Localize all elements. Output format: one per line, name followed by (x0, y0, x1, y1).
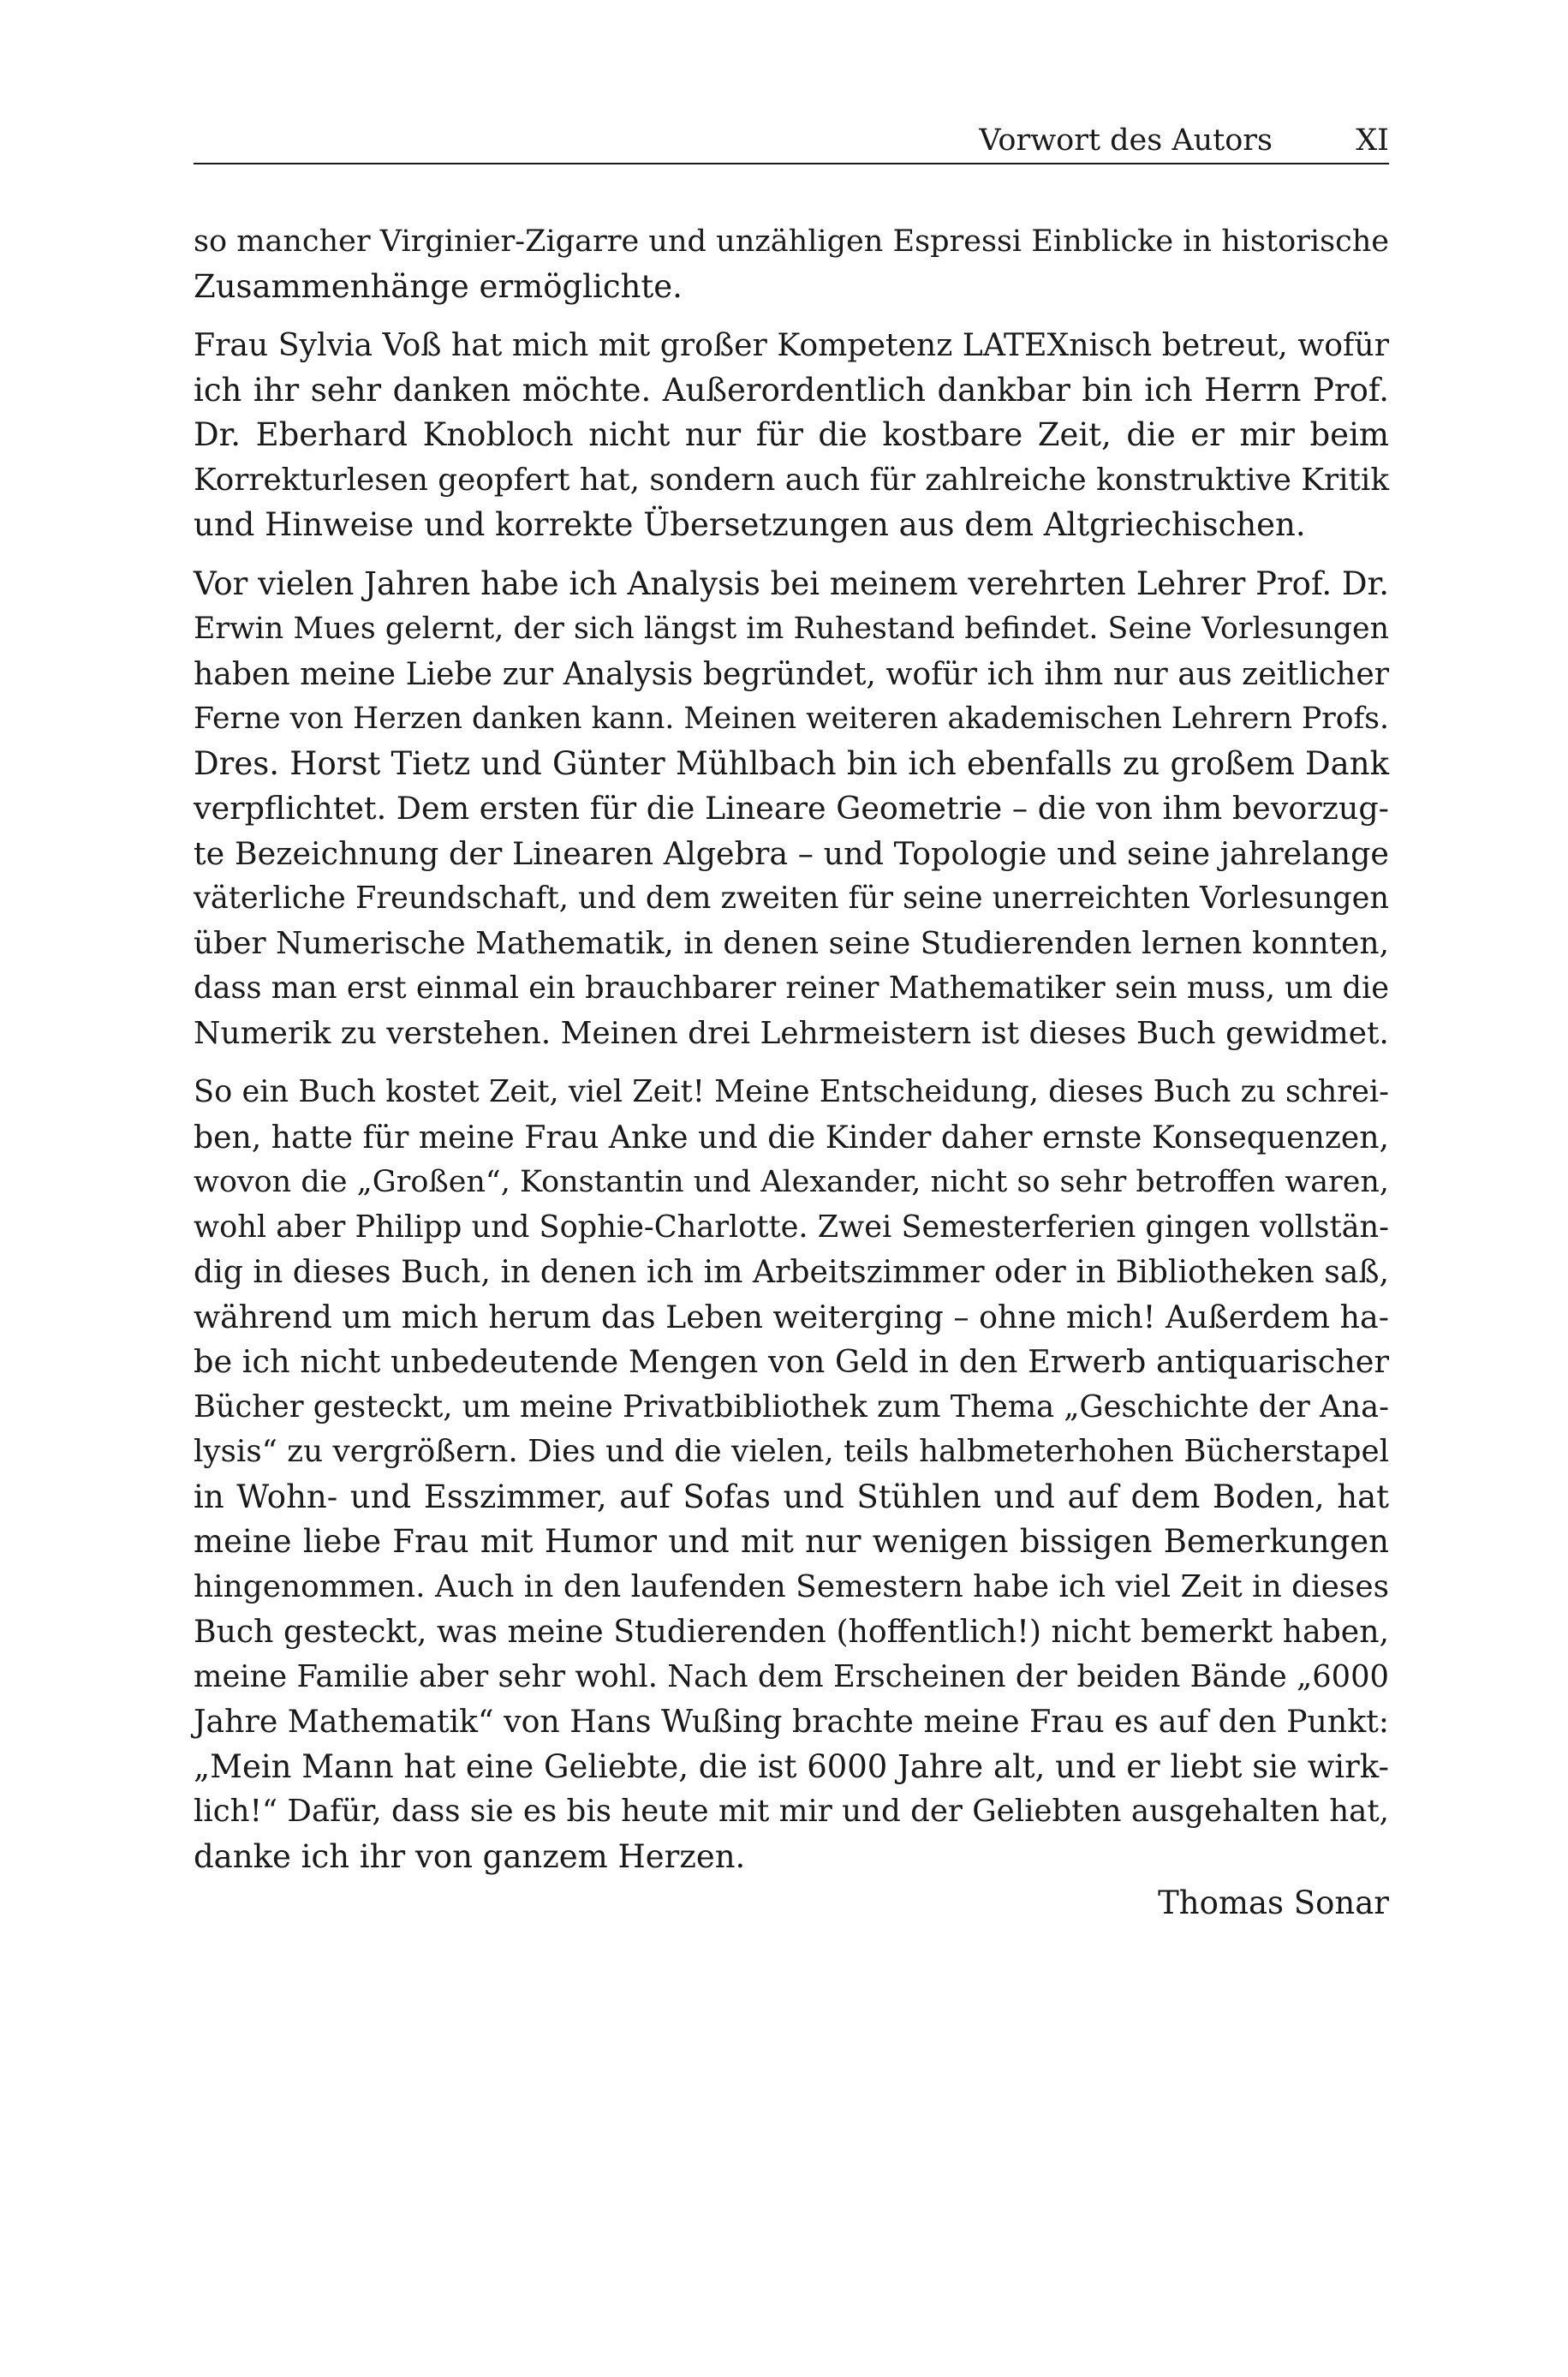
text-line: ben, hatte für meine Frau Anke und die Kinder daher ernste Konsequenzen, (194, 1118, 1389, 1156)
paragraph (194, 219, 1389, 309)
text-line: te Bezeichnung der Linearen Algebra – und Topologie und seine jahrelange (194, 834, 1389, 872)
text-line: dass man erst einmal ein brauchbarer reiner Mathematiker sein muss, um die (194, 971, 1389, 1006)
paragraph (194, 323, 1389, 548)
text-line: lysis“ zu vergrößern. Dies und die vielen, teils halbmeterhohen Bücherstapel (194, 1434, 1389, 1469)
text-line: Vor vielen Jahren habe ich Analysis bei meinem verehrten Lehrer Prof. Dr. (194, 564, 1389, 602)
text-line: So ein Buch kostet Zeit, viel Zeit! Meine Entscheidung, dieses Buch zu schrei- (194, 1074, 1389, 1109)
text-line: lich!“ Dafür, dass sie es bis heute mit mir und der Geliebten ausgehalten hat, (194, 1794, 1389, 1829)
text-line: be ich nicht unbedeutende Mengen von Geld in den Erwerb antiquarischer (194, 1343, 1389, 1380)
text-line: während um mich herum das Leben weiterging – ohne mich! Außerdem ha- (194, 1298, 1389, 1335)
text-line: Zusammenhänge ermöglichte. (194, 267, 683, 305)
text-line: in Wohn- und Esszimmer, auf Sofas und Stühlen und auf dem Boden, hat (194, 1478, 1389, 1515)
text-line: über Numerische Mathematik, in denen seine Studierenden lernen konnten, (194, 925, 1389, 961)
text-line: Ferne von Herzen danken kann. Meinen weiteren akademischen Lehrern Profs. (194, 702, 1389, 736)
text-line: Bücher gesteckt, um meine Privatbibliothek zum Thema „Geschichte der Ana- (194, 1389, 1389, 1424)
running-head (194, 120, 1389, 164)
text-line: Dres. Horst Tietz und Günter Mühlbach bin ich ebenfalls zu großem Dank (194, 744, 1389, 782)
text-line: Erwin Mues gelernt, der sich längst im Ruhestand befindet. Seine Vorlesungen (194, 612, 1389, 646)
page-number: XI (1356, 123, 1389, 158)
paragraph (194, 562, 1389, 1057)
text-line: verpflichtet. Dem ersten für die Lineare Geometrie – die von ihm bevorzug- (194, 790, 1389, 827)
author-signature: Thomas Sonar (1158, 1884, 1389, 1921)
text-line: Korrekturlesen geopfert hat, sondern auch für zahlreiche konstruktive Kritik (194, 462, 1389, 498)
text-line: väterliche Freundschaft, und dem zweiten für seine unerreichten Vorlesungen (194, 881, 1389, 916)
text-line: hingenommen. Auch in den laufenden Semestern habe ich viel Zeit in dieses (194, 1568, 1389, 1604)
text-line: ich ihr sehr danken möchte. Außerordentlich dankbar bin ich Herrn Prof. (194, 371, 1389, 409)
text-line: haben meine Liebe zur Analysis begründet, wofür ich ihm nur aus zeitlicher (194, 654, 1389, 692)
text-line: wovon die „Großen“, Konstantin und Alexander, nicht so sehr betroffen waren, (194, 1165, 1389, 1199)
text-line: Numerik zu verstehen. Meinen drei Lehrmeistern ist dieses Buch gewidmet. (194, 1015, 1389, 1051)
text-line: Dr. Eberhard Knobloch nicht nur für die kostbare Zeit, die er mir beim (194, 416, 1389, 453)
paragraph (194, 1070, 1389, 1879)
text-line: so mancher Virginier-Zigarre und unzähligen Espressi Einblicke in historische (194, 224, 1389, 259)
text-line: meine Familie aber sehr wohl. Nach dem Erscheinen der beiden Bände „6000 (194, 1658, 1389, 1694)
text-line: danke ich ihr von ganzem Herzen. (194, 1837, 746, 1875)
text-line: dig in dieses Buch, in denen ich im Arbeitszimmer oder in Bibliotheken saß, (194, 1253, 1389, 1290)
text-line: und Hinweise und korrekte Übersetzungen aus dem Altgriechischen. (194, 506, 1306, 543)
text-line: „Mein Mann hat eine Geliebte, die ist 6000 Jahre alt, und er liebt sie wirk- (194, 1747, 1389, 1785)
text-line: Buch gesteckt, was meine Studierenden (hoffentlich!) nicht bemerkt haben, (194, 1613, 1389, 1650)
text-line: meine liebe Frau mit Humor und mit nur wenigen bissigen Bemerkungen (194, 1523, 1389, 1560)
text-line: Frau Sylvia Voß hat mich mit großer Kompetenz LATEXnisch betreut, wofür (194, 326, 1389, 363)
body-text (194, 219, 1389, 1893)
text-line: Jahre Mathematik“ von Hans Wußing brachte meine Frau es auf den Punkt: (194, 1703, 1389, 1740)
text-line: wohl aber Philipp und Sophie-Charlotte. Zwei Semesterferien gingen vollstän- (194, 1209, 1389, 1245)
running-head-title: Vorwort des Autors (979, 123, 1273, 158)
